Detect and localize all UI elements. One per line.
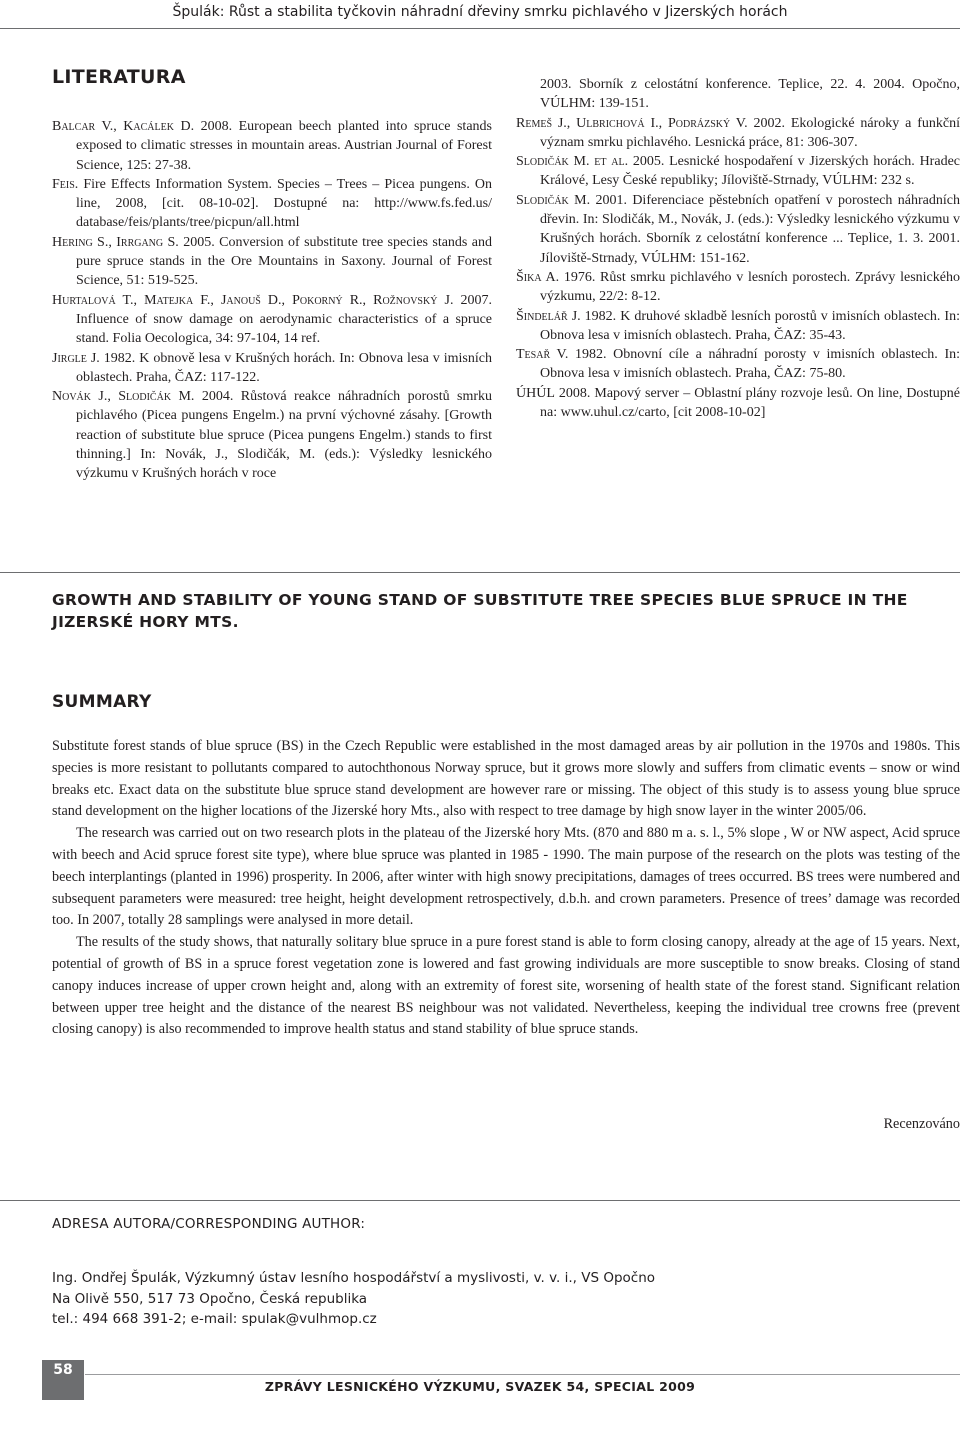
address-line-street: Na Olivě 550, 517 73 Opočno, Česká republika xyxy=(52,1290,368,1307)
reference-text: . Fire Effects Information System. Species – Trees – Picea pungens. On line, 2008, [cit. 08-10-02]. Dostupné na: http://www.fs.fed.us/ database/feis/plants/tree/picpun/all.html xyxy=(74,176,492,231)
reference-text: 2008. European beech planted into spruce stands exposed to climatic stresses in mountain areas. Austrian Journal of Forest Science, 125: 27-38. xyxy=(76,119,492,173)
reference-item xyxy=(52,117,492,175)
running-header: Špulák: Růst a stabilita tyčkovin náhradní dřeviny smrku pichlavého v Jizerských horách xyxy=(172,4,788,20)
summary-paragraph: The results of the study shows, that naturally solitary blue spruce in a pure forest stand is able to form closing canopy, already at the age of 15 years. Next, potential of growth of BS in a spruce forest vegetation zone is lowered and fast growing individuals are more susceptible to snow breaks. Closing of stand canopy induces increase of upper crown height and, along with an extremity of forest site, worsening of health state of the forest stand. Significant relation between upper tree height and the distance of the nearest BS neighbour was not validated. Nevertheless, keeping the individual tree crowns free (prevent closing canopy) is also recommended to improve health status and stand stability of blue spruce stands. xyxy=(52,934,960,1038)
summary-heading: SUMMARY xyxy=(52,692,152,712)
address-line-contact: tel.: 494 668 391-2; e-mail: spulak@vulhmop.cz xyxy=(52,1311,377,1327)
reference-item xyxy=(52,233,492,291)
author-address xyxy=(52,1268,932,1330)
summary-body xyxy=(52,736,960,1041)
reference-authors: Balcar V., Kacálek D. xyxy=(52,119,195,134)
page-number: 58 xyxy=(53,1362,73,1378)
address-line-name: Ing. Ondřej Špulák, Výzkumný ústav lesního hospodářství a myslivosti, v. v. i., VS Opočno xyxy=(52,1270,656,1286)
header-rule xyxy=(0,28,960,29)
reference-continuation xyxy=(516,75,960,114)
reference-item xyxy=(516,307,960,346)
reference-authors: Hurtalová T., Matejka F., Janouš D., Pokorný R., Rožnovský J. xyxy=(52,292,454,308)
reference-text: 1982. K obnově lesa v Krušných horách. In: Obnova lesa v imisních oblastech. Praha, ČAZ: 117-122. xyxy=(76,350,492,385)
reference-authors: ÚHÚL xyxy=(516,385,555,401)
reference-text: 1982. Obnovní cíle a náhradní porosty v imisních oblastech. In: Obnova lesa v imisních oblastech. Praha, ČAZ: 75-80. xyxy=(540,347,960,382)
reference-text: 1976. Růst smrku pichlavého v lesních porostech. Zprávy lesnického výzkumu, 22/2: 8-12. xyxy=(540,269,960,305)
address-divider xyxy=(0,1200,960,1201)
literature-heading: LITERATURA xyxy=(52,66,186,88)
reference-text: 2005. Lesnické hospodaření v Jizerských horách. Hradec Králové, Lesy České republiky; Jíloviště-Strnady, VÚLHM: 232 s. xyxy=(540,154,960,189)
reference-item xyxy=(516,384,960,423)
references-left-column xyxy=(52,117,492,484)
reference-authors: Šindelář J. xyxy=(516,308,581,324)
reference-item xyxy=(52,175,492,233)
summary-paragraph: Substitute forest stands of blue spruce (BS) in the Czech Republic were established in the most damaged areas by air pollution in the 1970s and 1980s. This species is more resistant to pollutants compared to autochthonous Norway spruce, but it grows more slowly and suffers from climatic events – snow or wind breaks etc. Exact data on the substitute blue spruce stand development are however rare or missing. The object of this study is to assess young blue spruce stand development on the higher locations of the Jizerské hory Mts., also with respect to tree damage by high snow layer in the winter 2005/06. xyxy=(52,738,960,820)
reference-authors: Slodičák M. xyxy=(516,192,591,208)
reference-authors: Hering S., Irrgang S. xyxy=(52,234,179,250)
reference-item xyxy=(516,345,960,384)
references-right-column xyxy=(516,75,960,422)
footer-rule xyxy=(85,1374,960,1375)
reference-item xyxy=(52,349,492,388)
reference-authors: Slodičák M. et al. xyxy=(516,154,629,170)
summary-paragraph: The research was carried out on two research plots in the plateau of the Jizerské hory Mts. (870 and 880 m a. s. l., 5% slope , W or NW aspect, Acid spruce with beech and Acid spruce forest site type), where blue spruce was planted in 1985 - 1990. The main purpose of the research on the plots was testing of the beech interplantings (planted in 1996) prosperity. In 2006, after winter with high snowy precipitations, damages of trees occurred. BS trees were numbered and subsequent parameters were measured: tree height, height development retrospectively, d.b.h. and crown parameters. Presence of trees’ damage was recorded too. In 2007, totally 28 samplings were analysed in more detail. xyxy=(52,825,960,929)
reference-text: 1982. K druhové skladbě lesních porostů v imisních oblastech. In: Obnova lesa v imisních oblastech. Praha, ČAZ: 35-43. xyxy=(540,308,960,343)
reference-item xyxy=(516,191,960,268)
reference-authors: Remeš J., Ulbrichová I., Podrázský V. xyxy=(516,115,748,131)
reference-item xyxy=(52,387,492,483)
journal-footer: ZPRÁVY LESNICKÉHO VÝZKUMU, SVAZEK 54, SPECIAL 2009 xyxy=(264,1379,696,1394)
reference-text: 2004. Růstová reakce náhradních porostů smrku pichlavého (Picea pungens Engelm.) na první výchovné zásahy. [Growth reaction of substitute blue spruce (Picea pungens Engelm.) stands to first thinning.] In: Novák, J., Slodičák, M. (eds.): Výsledky lesnického výzkumu v Krušných horách v roce xyxy=(76,389,492,482)
reference-text: 2001. Diferenciace pěstebních opatření v porostech náhradních dřevin. In: Slodičák, M., Novák, J. (eds.): Výsledky lesnického výzkumu v Krušných horách. Sborník z celostátní konference ... Teplice, 1. 3. 2001. Jíloviště-Strnady, VÚLHM: 151-162. xyxy=(540,192,960,266)
english-article-title: GROWTH AND STABILITY OF YOUNG STAND OF SUBSTITUTE TREE SPECIES BLUE SPRUCE IN THE JIZERSKÉ HORY MTS. xyxy=(52,591,908,631)
reference-item xyxy=(516,152,960,191)
reference-authors: Šika A. xyxy=(516,269,560,285)
reference-text: 2007. Influence of snow damage on aerodynamic characteristics of a spruce stand. Folia Oecologica, 34: 97-104, 14 ref. xyxy=(76,292,493,347)
reviewed-note: Recenzováno xyxy=(883,1116,960,1132)
reference-text: 2008. Mapový server – Oblastní plány rozvoje lesů. On line, Dostupné na: www.uhul.cz/carto, [cit 2008-10-02] xyxy=(540,385,960,421)
reference-text: 2005. Conversion of substitute tree species stands and pure spruce stands in the Ore Mountains in Saxony. Journal of Forest Science, 51: 519-525. xyxy=(76,234,492,289)
reference-text: 2003. Sborník z celostátní konference. Teplice, 22. 4. 2004. Opočno, VÚLHM: 139-151. xyxy=(540,77,960,112)
reference-text: 2002. Ekologické nároky a funkční význam smrku pichlavého. Lesnická práce, 81: 306-307. xyxy=(540,115,960,150)
address-heading: ADRESA AUTORA/CORRESPONDING AUTHOR: xyxy=(52,1216,366,1232)
reference-item xyxy=(52,291,492,349)
section-divider xyxy=(0,572,960,573)
reference-authors: Tesař V. xyxy=(516,347,569,363)
reference-authors: Novák J., Slodičák M. xyxy=(52,389,195,405)
reference-item xyxy=(516,268,960,307)
reference-item xyxy=(516,114,960,153)
reference-authors: Jirgle J. xyxy=(52,350,100,366)
reference-authors: Feis xyxy=(52,176,75,192)
